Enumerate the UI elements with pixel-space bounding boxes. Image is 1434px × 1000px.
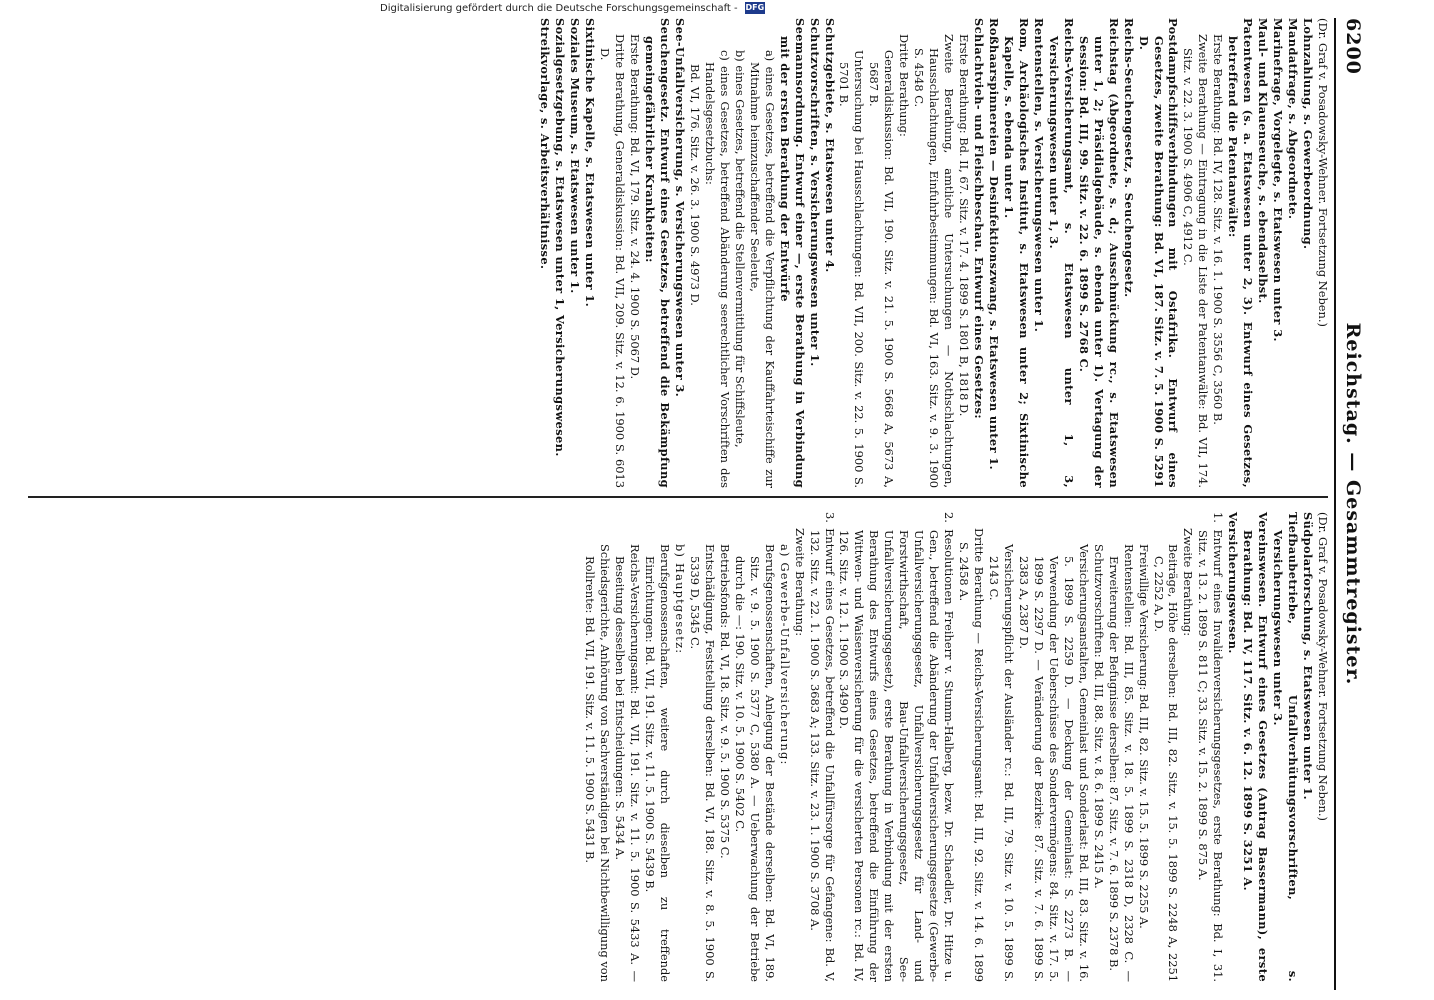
left-entry: Mandatfrage, s. Abgeordnete. bbox=[1286, 18, 1301, 220]
right-column bbox=[582, 512, 1330, 982]
right-entry: Vereinswesen. Entwurf eines Gesetzes (Antrag Bassermann), erste Berathung: Bd. IV, 117. Sitz. v. 6. 12. 1899 S. 3251 A. bbox=[1241, 512, 1271, 982]
right-subentry: Entschädigung, Feststellung derselben: Bd. VI, 188. Sitz. v. 8. 5. 1900 S. 5339 D, 5345 C. bbox=[687, 544, 717, 982]
page-header bbox=[1334, 18, 1370, 990]
left-entry: Postdampfschiffsverbindungen mit Ostafrika. Entwurf eines Gesetzes, zweite Berathung: Bd. VI, 187. Sitz. v. 7. 5. 1900 S. 5291 D. bbox=[1136, 18, 1181, 488]
left-entry: Seuchengesetz. Entwurf eines Gesetzes, betreffend die Bekämpfung gemeingefährlicher Krankheiten: bbox=[643, 18, 673, 488]
right-numbered-entry: 1. Entwurf eines Invalidenversicherungsgesetzes, erste Berathung: Bd. I, 31. Sitz. v. 13. 2. 1899 S. 811 C; 33. Sitz. v. 15. 2. 1899 S. 875 A. bbox=[1196, 512, 1226, 982]
digitization-sidebar bbox=[0, 2, 765, 14]
left-entry: Marinefrage, Vorgelegte, s. Etatswesen unter 3. bbox=[1271, 18, 1286, 342]
left-column bbox=[537, 18, 1330, 488]
digitization-note: Digitalisierung gefördert durch die Deutsche Forschungsgemeinschaft - bbox=[380, 3, 738, 14]
left-subentry: c) eines Gesetzes, betreffend Abänderung seerechtlicher Vorschriften des Handelsgesetzbuchs: bbox=[702, 50, 732, 488]
left-entry: Roßhaarspinnereien — Desinfektionszwang, s. Etatswesen unter 1. bbox=[987, 18, 1002, 471]
right-subentry: Versicherungspflicht der Ausländer rc.: Bd. III, 79. Sitz. v. 10. 5. 1899 S. 2143 C. bbox=[987, 544, 1016, 982]
left-subentry: Zweite Berathung — Eintragung in die Liste der Patentanwälte: Bd. VII, 174. Sitz. v. 22. 3. 1900 S. 4906 C, 4912 C. bbox=[1181, 34, 1211, 488]
left-entry: Rom, Archäologisches Institut, s. Etatswesen unter 2; Sixtinische Kapelle, s. ebenda unter 1. bbox=[1001, 18, 1031, 488]
right-entry: Südpolarforschung, s. Etatswesen unter 1. bbox=[1301, 512, 1316, 800]
left-entry: Rentenstellen, s. Versicherungswesen unter 1. bbox=[1031, 18, 1046, 333]
right-subentry: Beiträge, Höhe derselben: Bd. III, 82. Sitz. v. 15. 5. 1899 S. 2248 A, 2251 C, 2252 A, D. bbox=[1151, 544, 1181, 982]
right-subentry: Zweite Berathung: bbox=[792, 528, 807, 637]
right-subentry: Schiedsgerichte, Anhörung von Sachverständigen bei Nichtbewilligung von Rollrente: Bd. VII, 191. Sitz. v. 11. 5. 1900 S. 5431 B. bbox=[583, 544, 613, 982]
right-subentry: Betriebsfonds: Bd. VI, 18. Sitz. v. 9. 5. 1900 S. 5375 C. bbox=[717, 544, 732, 859]
right-numbered-entry: 2. Resolutionen Freiherr v. Stumm-Halberg, bezw. Dr. Schaedler, Dr. Hitze u. Gen., betreffend die Abänderung der Unfallversicherungsgesetze (Gewerbe-Unfallversicherungsgesetz, Unfallversicherungsgesetz für Land- und Forstwirthschaft, Bau-Unfallversicherungsgesetz, See-Unfallversicherungsgesetz), erste Berathung in Verbindung mit der ersten Berathung des Entwurfs eines Gesetzes, betreffend die Einführung der Wittwen- und Waisenversicherung für die versicherten Personen rc.: Bd. IV, 126. Sitz. v. 12. 1. 1900 S. 3490 D. bbox=[837, 512, 957, 982]
right-subentry: Rentenstellen: Bd. III, 85. Sitz. v. 18. 5. 1899 S. 2318 D, 2328 C. — Erweiterung der Befugnisse derselben: 87. Sitz. v. 7. 6. 1899 S. 2378 B. bbox=[1106, 544, 1136, 982]
right-subentry: Reichs-Versicherungsamt: Bd. VII, 191. Sitz. v. 11. 5. 1900 S. 5433 A. — Beseitung desselben bei Entscheidungen: S. 5434 A. bbox=[613, 544, 643, 982]
left-subentry: Dritte Berathung, Generaldiskussion: Bd. VII, 209. Sitz. v. 12. 6. 1900 S. 6013 D. bbox=[598, 34, 628, 488]
left-subentry: Erste Berathung: Bd. VI, 179. Sitz. v. 24. 4. 1900 S. 5067 D. bbox=[628, 34, 643, 380]
right-subentry: Berufsgenossenschaften, weitere durch dieselben zu treffende Einrichtungen: Bd. VII, 191. Sitz. v. 11. 5. 1900 S. 5439 B. bbox=[643, 544, 673, 982]
left-subentry: Dritte Berathung: bbox=[897, 34, 912, 137]
left-entry-continuation: (Dr. Graf v. Posadowsky-Wehner. Fortsetzung Neben.) bbox=[1316, 18, 1330, 327]
running-title: Reichstag. — Gesammtregister. bbox=[1342, 322, 1364, 686]
left-subentry: Zweite Berathung, amtliche Untersuchungen — Nothschlachtungen, Hausschlachtungen, Einfuhrbestimmungen: Bd. VI, 163. Sitz. v. 9. 3. 1900 S. 4548 C. bbox=[912, 34, 957, 488]
right-subentry: Zweite Berathung: bbox=[1181, 528, 1196, 637]
left-entry: Sozialgesetzgebung, s. Etatswesen unter 1, Versicherungswesen. bbox=[553, 18, 568, 457]
left-entry: Reichstag (Abgeordnete, s. d.; Ausschmückung rc., s. Etatswesen unter 1, 2; Präsidialgebäude, s. ebenda unter 1). Vertagung der Session: Bd. III, 99. Sitz. v. 22. 6. 1899 S. 2768 C. bbox=[1076, 18, 1121, 488]
left-subentry: Erste Berathung: Bd. IV, 128. Sitz. v. 16. 1. 1900 S. 3556 C, 3560 B. bbox=[1211, 34, 1226, 425]
left-subentry: Bd. VI, 176. Sitz. v. 26. 3. 1900 S. 4973 D. bbox=[687, 64, 702, 306]
left-entry: Patentwesen (s. a. Etatswesen unter 2, 3). Entwurf eines Gesetzes, betreffend die Patentanwälte: bbox=[1226, 18, 1256, 488]
right-subentry: Freiwillige Versicherung: Bd. III, 82. Sitz. v. 15. 5. 1899 S. 2255 A. bbox=[1136, 544, 1151, 929]
right-subentry: Versicherungsanstalten, Gemeinlast und Sonderlast: Bd. III, 83. Sitz. v. 16. 5. 1899 S. 2259 D. — Deckung der Gemeinlast: S. 2273 B. — Verwendung der Ueberschüsse des Sondervermögens: 84. Sitz. v. 17. 5. 1899 S. 2297 D. — Veränderung der Bezirke: 87. Sitz. v. 7. 6. 1899 S. 2383 A, 2387 D. bbox=[1016, 544, 1091, 982]
left-subentry: Untersuchung bei Hausschlachtungen: Bd. VII, 200. Sitz. v. 22. 5. 1900 S. 5701 B. bbox=[837, 50, 867, 488]
dfg-logo: DFG bbox=[745, 3, 765, 12]
right-subentry: Schutzvorschriften: Bd. III, 88. Sitz. v. 8. 6. 1899 S. 2415 A. bbox=[1091, 544, 1106, 889]
left-entry: Sixtinische Kapelle, s. Etatswesen unter 1. bbox=[583, 18, 598, 308]
left-entry: Seemannsordnung. Entwurf einer —, erste Berathung in Verbindung mit der ersten Berathung der Entwürfe bbox=[777, 18, 807, 488]
left-entry: Maul- und Klauenseuche, s. ebendaselbst. bbox=[1256, 18, 1271, 304]
left-entry: Reichs-Versicherungsamt, s. Etatswesen unter 1, 3, Versicherungswesen unter 1, 3. bbox=[1046, 18, 1076, 488]
left-entry: Reichs-Seuchengesetz, s. Seuchengesetz. bbox=[1121, 18, 1136, 298]
right-entry: Tiefbaubetriebe, Unfallverhütungsvorschriften, s. Versicherungswesen unter 3. bbox=[1271, 512, 1301, 982]
right-subentry: Dritte Berathung — Reichs-Versicherungsamt: Bd. III, 92. Sitz. v. 14. 6. 1899 S. 2458 A. bbox=[957, 528, 987, 982]
right-subentry: Berufsgenossenschaften, Anlegung der Bestände derselben: Bd. VI, 189. Sitz. v. 9. 5. 1900 S. 5377 C, 5380 A. — Ueberwachung der Betriebe durch die —: 190. Sitz. v. 10. 5. 1900 S. 5402 C. bbox=[732, 544, 777, 982]
left-entry: See-Unfallversicherung, s. Versicherungswesen unter 3. bbox=[673, 18, 688, 398]
left-entry: Lohnzahlung, s. Gewerbeordnung. bbox=[1301, 18, 1316, 250]
right-subentry: a) Gewerbe-Unfallversicherung: bbox=[777, 544, 792, 766]
left-subentry: Generaldiskussion: Bd. VII, 190. Sitz. v. 21. 5. 1900 S. 5668 A, 5673 A, 5687 B. bbox=[867, 50, 897, 488]
right-numbered-entry: 3. Entwurf eines Gesetzes, betreffend die Unfallfürsorge für Gefangene: Bd. V, 132. Sitz. v. 22. 1. 1900 S. 3683 A; 133. Sitz. v. 23. 1. 1900 S. 3708 A. bbox=[807, 512, 837, 982]
column-divider bbox=[28, 496, 1328, 498]
left-subentry: Erste Berathung: Bd. II, 67. Sitz. v. 17. 4. 1899 S. 1801 B, 1818 D. bbox=[957, 34, 972, 417]
left-entry: Streikvorlage, s. Arbeitsverhältnisse. bbox=[538, 18, 553, 270]
right-entry-continuation: (Dr. Graf v. Posadowsky-Wehner. Fortsetzung Neben.) bbox=[1316, 512, 1330, 821]
left-entry: Schutzvorschriften, s. Versicherungswesen unter 1. bbox=[807, 18, 822, 367]
left-entry: Soziales Museum, s. Etatswesen unter 1. bbox=[568, 18, 583, 294]
left-subentry: a) eines Gesetzes, betreffend die Verpflichtung der Kauffahrteischiffe zur Mitnahme heimzuschaffender Seeleute, bbox=[747, 50, 777, 488]
left-subentry: b) eines Gesetzes, betreffend die Stellenvermittlung für Schiffsleute, bbox=[732, 50, 747, 448]
left-entry: Schutzgebiete, s. Etatswesen unter 4. bbox=[822, 18, 837, 273]
page-number: 6200 bbox=[1342, 18, 1364, 75]
right-subentry: b) Hauptgesetz: bbox=[673, 544, 688, 655]
left-entry: Schlachtvieh- und Fleischbeschau. Entwurf eines Gesetzes: bbox=[972, 18, 987, 420]
right-entry: Versicherungswesen. bbox=[1226, 512, 1241, 654]
